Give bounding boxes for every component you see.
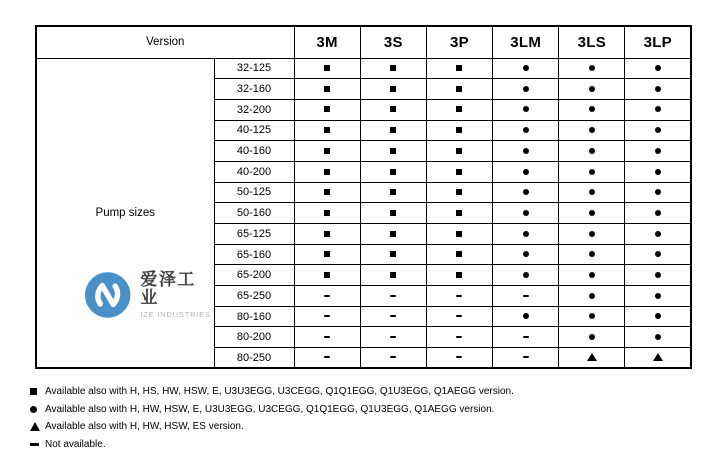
square-icon bbox=[324, 251, 330, 257]
footnote-marker-box bbox=[30, 388, 45, 395]
dot-icon bbox=[655, 272, 661, 278]
availability-cell bbox=[294, 306, 360, 327]
availability-cell bbox=[426, 79, 492, 100]
square-icon bbox=[456, 231, 462, 237]
footnote-line bbox=[30, 436, 514, 453]
availability-cell bbox=[493, 224, 559, 245]
availability-cell bbox=[625, 244, 691, 265]
footnote-line bbox=[30, 383, 514, 401]
footnote-line bbox=[30, 401, 514, 419]
ize-logo-icon bbox=[84, 271, 131, 319]
availability-cell bbox=[625, 327, 691, 348]
triangle-icon bbox=[30, 422, 40, 431]
pump-size-label: 40-200 bbox=[214, 161, 294, 182]
square-icon bbox=[390, 86, 396, 92]
dot-icon bbox=[523, 313, 529, 319]
availability-cell bbox=[426, 99, 492, 120]
square-icon bbox=[456, 169, 462, 175]
dot-icon bbox=[589, 231, 595, 237]
dot-icon bbox=[589, 189, 595, 195]
availability-cell bbox=[426, 120, 492, 141]
dash-icon bbox=[390, 356, 396, 358]
pump-sizes-cell bbox=[36, 58, 214, 368]
availability-cell bbox=[493, 203, 559, 224]
availability-cell bbox=[625, 286, 691, 307]
square-icon bbox=[324, 169, 330, 175]
availability-cell bbox=[493, 120, 559, 141]
availability-cell bbox=[625, 120, 691, 141]
dash-icon bbox=[456, 295, 462, 297]
pump-size-label: 50-160 bbox=[214, 203, 294, 224]
pump-size-label: 65-125 bbox=[214, 224, 294, 245]
dot-icon bbox=[589, 86, 595, 92]
square-icon bbox=[390, 272, 396, 278]
dot-icon bbox=[589, 106, 595, 112]
square-icon bbox=[30, 388, 37, 395]
square-icon bbox=[456, 189, 462, 195]
square-icon bbox=[390, 65, 396, 71]
dot-icon bbox=[655, 86, 661, 92]
column-header-3lm: 3LM bbox=[493, 26, 559, 58]
ize-logo bbox=[84, 271, 214, 319]
availability-cell bbox=[625, 141, 691, 162]
availability-cell bbox=[493, 161, 559, 182]
availability-cell bbox=[426, 182, 492, 203]
availability-cell bbox=[360, 265, 426, 286]
column-header-3s: 3S bbox=[360, 26, 426, 58]
footnote-line bbox=[30, 418, 514, 436]
dash-icon bbox=[523, 356, 529, 358]
availability-cell bbox=[625, 99, 691, 120]
availability-cell bbox=[426, 327, 492, 348]
availability-cell bbox=[559, 141, 625, 162]
pump-size-label: 65-160 bbox=[214, 244, 294, 265]
availability-cell bbox=[559, 203, 625, 224]
pump-size-label: 50-125 bbox=[214, 182, 294, 203]
dash-icon bbox=[523, 336, 529, 338]
availability-cell bbox=[294, 265, 360, 286]
square-icon bbox=[324, 65, 330, 71]
dot-icon bbox=[523, 65, 529, 71]
pump-size-label: 65-200 bbox=[214, 265, 294, 286]
availability-cell bbox=[426, 265, 492, 286]
square-icon bbox=[324, 148, 330, 154]
dot-icon bbox=[523, 127, 529, 133]
column-header-3m: 3M bbox=[294, 26, 360, 58]
pump-size-label: 32-160 bbox=[214, 79, 294, 100]
footnote-marker-box bbox=[30, 422, 45, 431]
dot-icon bbox=[589, 334, 595, 340]
availability-cell bbox=[294, 327, 360, 348]
availability-cell bbox=[493, 244, 559, 265]
dot-icon bbox=[655, 127, 661, 133]
availability-cell bbox=[559, 265, 625, 286]
availability-cell bbox=[294, 120, 360, 141]
dot-icon bbox=[655, 334, 661, 340]
availability-cell bbox=[493, 265, 559, 286]
pump-size-label: 40-125 bbox=[214, 120, 294, 141]
pump-size-label: 32-200 bbox=[214, 99, 294, 120]
availability-cell bbox=[360, 244, 426, 265]
column-header-3lp: 3LP bbox=[625, 26, 691, 58]
availability-cell bbox=[360, 306, 426, 327]
dot-icon bbox=[523, 169, 529, 175]
dot-icon bbox=[655, 65, 661, 71]
availability-table bbox=[35, 25, 692, 369]
availability-cell bbox=[294, 141, 360, 162]
dot-icon bbox=[655, 210, 661, 216]
column-header-3ls: 3LS bbox=[559, 26, 625, 58]
availability-cell bbox=[426, 224, 492, 245]
dot-icon bbox=[523, 251, 529, 257]
dot-icon bbox=[589, 127, 595, 133]
dash-icon bbox=[390, 336, 396, 338]
square-icon bbox=[456, 210, 462, 216]
square-icon bbox=[390, 127, 396, 133]
availability-cell bbox=[426, 58, 492, 79]
table-row bbox=[36, 58, 691, 79]
dash-icon bbox=[324, 336, 330, 338]
pump-size-label: 32-125 bbox=[214, 58, 294, 79]
dot-icon bbox=[655, 231, 661, 237]
dash-icon bbox=[456, 336, 462, 338]
availability-cell bbox=[493, 286, 559, 307]
footnote-marker-box bbox=[30, 406, 45, 413]
square-icon bbox=[324, 231, 330, 237]
dash-icon bbox=[523, 295, 529, 297]
pump-size-label: 80-250 bbox=[214, 348, 294, 369]
availability-cell bbox=[426, 348, 492, 369]
availability-cell bbox=[426, 141, 492, 162]
header-row bbox=[36, 26, 691, 58]
availability-cell bbox=[360, 203, 426, 224]
availability-cell bbox=[559, 327, 625, 348]
availability-cell bbox=[426, 244, 492, 265]
availability-cell bbox=[493, 348, 559, 369]
dot-icon bbox=[523, 272, 529, 278]
availability-cell bbox=[559, 58, 625, 79]
availability-cell bbox=[559, 79, 625, 100]
dash-icon bbox=[324, 315, 330, 317]
availability-cell bbox=[294, 99, 360, 120]
dot-icon bbox=[523, 148, 529, 154]
availability-cell bbox=[559, 348, 625, 369]
square-icon bbox=[456, 251, 462, 257]
dot-icon bbox=[655, 313, 661, 319]
footnotes bbox=[30, 383, 514, 453]
dot-icon bbox=[589, 313, 595, 319]
dot-icon bbox=[523, 210, 529, 216]
logo-text bbox=[140, 271, 213, 319]
footnote-text: Not available. bbox=[45, 438, 106, 450]
availability-cell bbox=[426, 306, 492, 327]
square-icon bbox=[456, 148, 462, 154]
availability-cell bbox=[493, 306, 559, 327]
availability-cell bbox=[360, 141, 426, 162]
availability-cell bbox=[559, 161, 625, 182]
availability-cell bbox=[559, 182, 625, 203]
availability-cell bbox=[625, 203, 691, 224]
square-icon bbox=[324, 86, 330, 92]
dot-icon bbox=[589, 293, 595, 299]
dash-icon bbox=[324, 295, 330, 297]
dot-icon bbox=[655, 293, 661, 299]
availability-cell bbox=[426, 286, 492, 307]
square-icon bbox=[324, 210, 330, 216]
dot-icon bbox=[589, 272, 595, 278]
dot-icon bbox=[30, 406, 37, 413]
availability-cell bbox=[625, 224, 691, 245]
dot-icon bbox=[655, 106, 661, 112]
availability-cell bbox=[493, 79, 559, 100]
square-icon bbox=[390, 106, 396, 112]
dot-icon bbox=[655, 189, 661, 195]
footnote-text: Available also with H, HS, HW, HSW, E, U3U3EGG, U3CEGG, Q1Q1EGG, Q1U3EGG, Q1AEGG version. bbox=[45, 386, 514, 398]
availability-cell bbox=[625, 182, 691, 203]
availability-cell bbox=[294, 244, 360, 265]
availability-cell bbox=[559, 244, 625, 265]
dot-icon bbox=[523, 231, 529, 237]
footnote-text: Available also with H, HW, HSW, E, U3U3EGG, U3CEGG, Q1Q1EGG, Q1U3EGG, Q1AEGG version. bbox=[45, 403, 495, 415]
square-icon bbox=[324, 189, 330, 195]
dash-icon bbox=[390, 315, 396, 317]
availability-cell bbox=[625, 265, 691, 286]
availability-cell bbox=[360, 286, 426, 307]
availability-cell bbox=[625, 161, 691, 182]
dot-icon bbox=[655, 169, 661, 175]
dot-icon bbox=[523, 106, 529, 112]
availability-cell bbox=[294, 348, 360, 369]
square-icon bbox=[456, 86, 462, 92]
dot-icon bbox=[523, 189, 529, 195]
square-icon bbox=[456, 272, 462, 278]
square-icon bbox=[390, 148, 396, 154]
square-icon bbox=[390, 210, 396, 216]
availability-cell bbox=[493, 182, 559, 203]
pump-size-label: 65-250 bbox=[214, 286, 294, 307]
square-icon bbox=[456, 127, 462, 133]
dash-icon bbox=[390, 295, 396, 297]
availability-cell bbox=[559, 224, 625, 245]
availability-cell bbox=[360, 120, 426, 141]
dot-icon bbox=[655, 251, 661, 257]
dot-icon bbox=[589, 148, 595, 154]
dash-icon bbox=[456, 356, 462, 358]
square-icon bbox=[324, 106, 330, 112]
square-icon bbox=[456, 106, 462, 112]
availability-cell bbox=[360, 161, 426, 182]
triangle-icon bbox=[653, 353, 663, 361]
pump-size-label: 80-160 bbox=[214, 306, 294, 327]
square-icon bbox=[390, 189, 396, 195]
availability-cell bbox=[559, 99, 625, 120]
availability-cell bbox=[360, 58, 426, 79]
availability-cell bbox=[625, 79, 691, 100]
bar-icon bbox=[30, 443, 39, 446]
availability-cell bbox=[426, 203, 492, 224]
availability-cell bbox=[559, 286, 625, 307]
square-icon bbox=[390, 169, 396, 175]
dot-icon bbox=[655, 148, 661, 154]
availability-cell bbox=[360, 348, 426, 369]
dash-icon bbox=[324, 356, 330, 358]
availability-cell bbox=[493, 327, 559, 348]
availability-cell bbox=[625, 306, 691, 327]
dot-icon bbox=[589, 169, 595, 175]
availability-cell bbox=[360, 79, 426, 100]
availability-cell bbox=[294, 161, 360, 182]
square-icon bbox=[456, 65, 462, 71]
availability-cell bbox=[294, 58, 360, 79]
pump-size-label: 40-160 bbox=[214, 141, 294, 162]
availability-cell bbox=[294, 79, 360, 100]
availability-cell bbox=[559, 120, 625, 141]
dot-icon bbox=[523, 86, 529, 92]
availability-cell bbox=[493, 99, 559, 120]
availability-cell bbox=[426, 161, 492, 182]
pump-size-label: 80-200 bbox=[214, 327, 294, 348]
availability-cell bbox=[559, 306, 625, 327]
availability-cell bbox=[294, 203, 360, 224]
availability-cell bbox=[294, 286, 360, 307]
square-icon bbox=[324, 127, 330, 133]
availability-cell bbox=[360, 182, 426, 203]
column-header-3p: 3P bbox=[426, 26, 492, 58]
square-icon bbox=[390, 251, 396, 257]
dot-icon bbox=[589, 210, 595, 216]
footnote-marker-box bbox=[30, 443, 45, 446]
availability-cell bbox=[294, 182, 360, 203]
availability-cell bbox=[625, 348, 691, 369]
footnote-text: Available also with H, HW, HSW, ES version. bbox=[45, 421, 244, 433]
dot-icon bbox=[589, 65, 595, 71]
dash-icon bbox=[456, 315, 462, 317]
square-icon bbox=[390, 231, 396, 237]
triangle-icon bbox=[587, 353, 597, 361]
availability-cell bbox=[360, 99, 426, 120]
logo-chinese-text: 爱泽工业 bbox=[140, 269, 196, 308]
logo-english-text: IZE INDUSTRIES bbox=[140, 309, 211, 319]
version-header: Version bbox=[36, 26, 294, 58]
availability-cell bbox=[493, 58, 559, 79]
availability-cell bbox=[360, 327, 426, 348]
availability-cell bbox=[294, 224, 360, 245]
pump-sizes-label: Pump sizes bbox=[95, 206, 155, 219]
availability-cell bbox=[625, 58, 691, 79]
square-icon bbox=[324, 272, 330, 278]
dot-icon bbox=[589, 251, 595, 257]
availability-cell bbox=[360, 224, 426, 245]
availability-cell bbox=[493, 141, 559, 162]
